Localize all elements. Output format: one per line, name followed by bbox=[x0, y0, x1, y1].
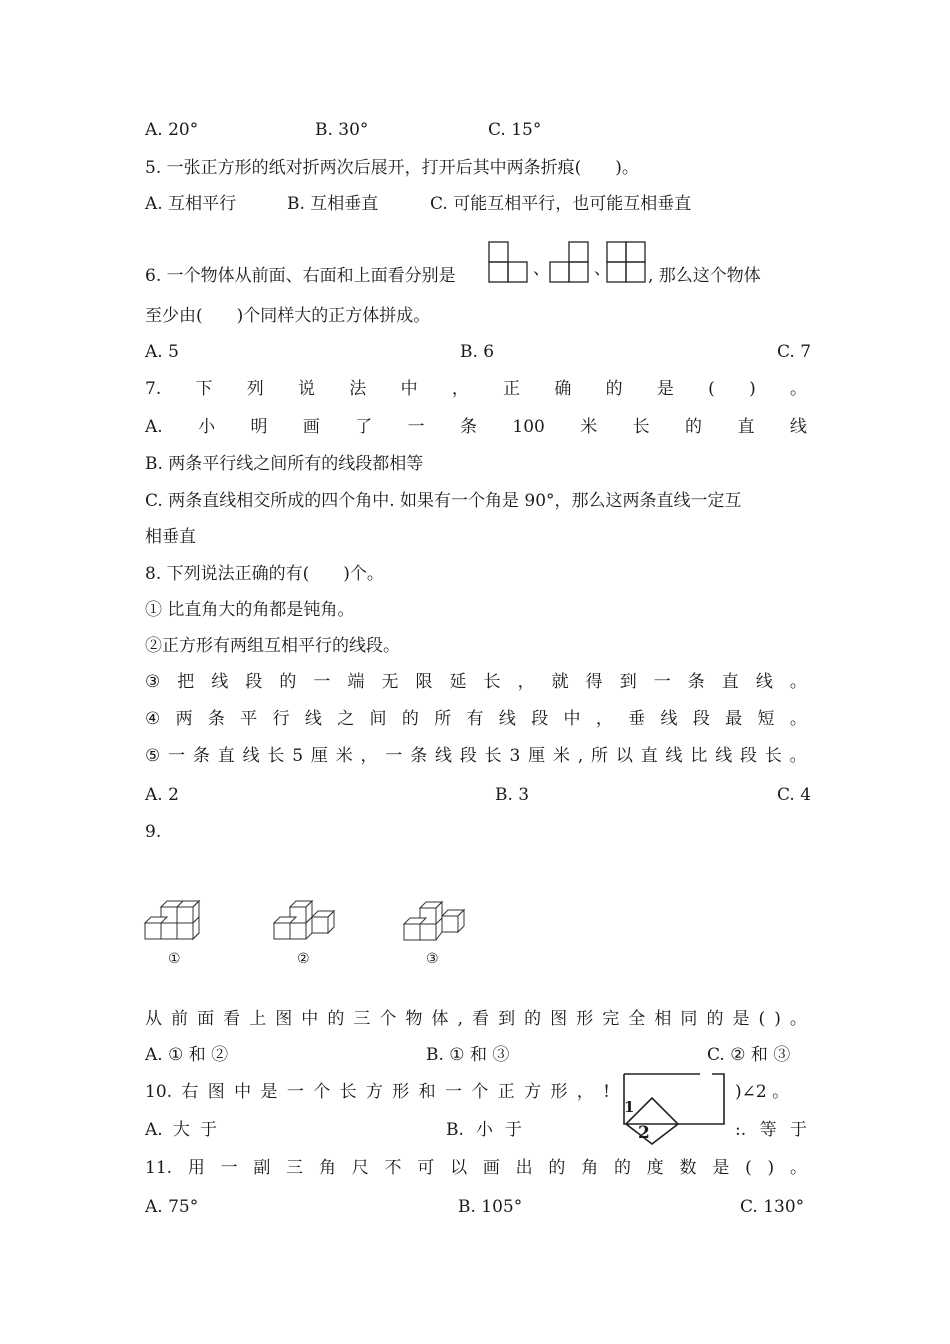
text-char: 的 bbox=[524, 1009, 542, 1029]
text-char: 短 bbox=[757, 709, 775, 729]
text-char: 到 bbox=[619, 672, 637, 692]
q9-option-a: A. ① 和 ② bbox=[145, 1045, 229, 1065]
text-char: 端 bbox=[347, 672, 365, 692]
q8-statement-2: ②正方形有两组互相平行的线段。 bbox=[145, 636, 400, 656]
text-char: 相 bbox=[654, 1009, 672, 1029]
text-char: :. bbox=[735, 1120, 747, 1140]
q7-option-a bbox=[145, 416, 807, 438]
text-char: ( bbox=[708, 379, 715, 399]
text-char: 用 bbox=[187, 1158, 205, 1178]
text-char: 。 bbox=[789, 379, 807, 399]
text-char: 完 bbox=[602, 1009, 620, 1029]
q9-option-c: C. ② 和 ③ bbox=[707, 1045, 791, 1065]
text-char: ， bbox=[517, 672, 535, 692]
text-char: 的 bbox=[605, 379, 623, 399]
text-char: 段 bbox=[740, 746, 758, 766]
q9-stem bbox=[145, 1008, 807, 1030]
q7-option-c-line1: C. 两条直线相交所成的四个角中. 如果有一个角是 90°，那么这两条直线一定互 bbox=[145, 491, 742, 511]
text-char: 平 bbox=[240, 709, 258, 729]
text-char: 长 bbox=[632, 417, 650, 437]
text-char: 段 bbox=[531, 709, 549, 729]
q6-separator-1: 、 bbox=[533, 259, 550, 279]
q10-option-b bbox=[446, 1119, 522, 1141]
text-char: 形 bbox=[392, 1082, 410, 1102]
text-char: 直 bbox=[737, 417, 755, 437]
text-char: 直 bbox=[721, 672, 739, 692]
q8-stem: 8. 下列说法正确的有( )个。 bbox=[145, 564, 384, 584]
text-char: 以 bbox=[615, 746, 633, 766]
q10-rectangle-square-figure bbox=[620, 1070, 728, 1146]
text-char: 线 bbox=[789, 417, 807, 437]
text-char: 条 bbox=[410, 746, 428, 766]
q10-angle-1-label: 1 bbox=[624, 1098, 635, 1116]
q9-figure-1-label: ① bbox=[168, 951, 181, 967]
text-char: 方 bbox=[365, 1082, 383, 1102]
q9-figure-3 bbox=[402, 900, 472, 946]
text-char: 7. bbox=[145, 379, 162, 399]
text-char: 条 bbox=[192, 746, 210, 766]
text-char: 图 bbox=[275, 1009, 293, 1029]
text-char: 米 bbox=[552, 746, 570, 766]
q8-statement-1: ① 比直角大的角都是钝角。 bbox=[145, 600, 355, 620]
text-char: 个 bbox=[313, 1082, 331, 1102]
text-char: B. bbox=[446, 1120, 464, 1140]
q11-stem bbox=[145, 1157, 807, 1179]
text-char: 同 bbox=[680, 1009, 698, 1029]
text-char: 中 bbox=[234, 1082, 252, 1102]
text-char: 面 bbox=[197, 1009, 215, 1029]
text-char: 于 bbox=[789, 1120, 807, 1140]
q11-option-b: B. 105° bbox=[458, 1197, 523, 1217]
text-char: 是 bbox=[732, 1009, 750, 1029]
text-char: ， bbox=[360, 746, 378, 766]
text-char: A. bbox=[145, 1120, 163, 1140]
text-char: 体 bbox=[431, 1009, 449, 1029]
text-char: 一 bbox=[653, 672, 671, 692]
q10-option-c bbox=[735, 1119, 807, 1141]
text-char: 长 bbox=[267, 746, 285, 766]
text-char: 了 bbox=[355, 417, 373, 437]
text-char: 延 bbox=[449, 672, 467, 692]
text-char: 10. bbox=[145, 1082, 173, 1102]
text-char: 段 bbox=[692, 709, 710, 729]
text-char: 无 bbox=[381, 672, 399, 692]
text-char: 的 bbox=[685, 417, 703, 437]
text-char: 出 bbox=[515, 1158, 533, 1178]
text-char: 线 bbox=[755, 672, 773, 692]
q6-option-b: B. 6 bbox=[460, 342, 495, 362]
text-char: 一 bbox=[313, 672, 331, 692]
q6-stem-before: 6. 一个物体从前面、右面和上面看分别是 bbox=[145, 266, 456, 286]
q6-top-view-figure bbox=[605, 240, 649, 284]
text-char: 明 bbox=[250, 417, 268, 437]
text-char: 一 bbox=[168, 746, 186, 766]
text-char: 不 bbox=[384, 1158, 402, 1178]
text-char: 最 bbox=[725, 709, 743, 729]
text-char: 法 bbox=[349, 379, 367, 399]
text-char: 一 bbox=[385, 746, 403, 766]
text-char: ③ bbox=[145, 672, 161, 692]
text-char: 看 bbox=[223, 1009, 241, 1029]
text-char: ( bbox=[758, 1009, 766, 1029]
text-char: 线 bbox=[211, 672, 229, 692]
q6-front-view-figure bbox=[488, 240, 530, 284]
text-char: 中 bbox=[301, 1009, 319, 1029]
text-char: 是 bbox=[712, 1158, 730, 1178]
q10-stem bbox=[145, 1081, 610, 1103]
q4-option-c: C. 15° bbox=[488, 120, 542, 140]
text-char: ! bbox=[603, 1082, 610, 1102]
text-char: 正 bbox=[503, 379, 521, 399]
text-char: 所 bbox=[591, 746, 609, 766]
text-char: 一 bbox=[220, 1158, 238, 1178]
text-char: ， bbox=[451, 379, 469, 399]
q6-option-c: C. 7 bbox=[777, 342, 812, 362]
text-char: 比 bbox=[690, 746, 708, 766]
text-char: 个 bbox=[379, 1009, 397, 1029]
q10-option-a bbox=[145, 1119, 217, 1141]
text-char: 11. bbox=[145, 1158, 173, 1178]
text-char: 的 bbox=[613, 1158, 631, 1178]
q10-stem-end: )∠2 。 bbox=[735, 1082, 790, 1102]
text-char: , bbox=[577, 746, 584, 766]
text-char: 直 bbox=[217, 746, 235, 766]
q8-option-a: A. 2 bbox=[145, 785, 179, 805]
text-char: ) bbox=[774, 1009, 781, 1029]
q4-option-b: B. 30° bbox=[315, 120, 369, 140]
text-char: 的 bbox=[279, 672, 297, 692]
text-char: A. bbox=[145, 417, 163, 437]
q7-option-c-line2: 相垂直 bbox=[145, 527, 196, 547]
q6-option-a: A. 5 bbox=[145, 342, 179, 362]
text-char: 小 bbox=[198, 417, 216, 437]
text-char: 于 bbox=[505, 1120, 522, 1140]
text-char: 到 bbox=[498, 1009, 516, 1029]
text-char: 形 bbox=[576, 1009, 594, 1029]
text-char: 小 bbox=[475, 1120, 493, 1140]
text-char: 一 bbox=[407, 417, 425, 437]
text-char: 段 bbox=[459, 746, 477, 766]
text-char: 。 bbox=[789, 1158, 807, 1178]
text-char: 就 bbox=[551, 672, 569, 692]
q9-figure-2-label: ② bbox=[297, 951, 310, 967]
text-char: 上 bbox=[249, 1009, 267, 1029]
text-char: 线 bbox=[435, 746, 453, 766]
q11-option-a: A. 75° bbox=[145, 1197, 199, 1217]
text-char: 度 bbox=[646, 1158, 664, 1178]
text-char: 大 bbox=[172, 1120, 190, 1140]
q11-option-c: C. 130° bbox=[740, 1197, 805, 1217]
text-char: 3 bbox=[509, 746, 521, 766]
text-char: 把 bbox=[177, 672, 195, 692]
text-char: ) bbox=[767, 1158, 775, 1178]
text-char: 全 bbox=[628, 1009, 646, 1029]
q5-option-b: B. 互相垂直 bbox=[287, 194, 379, 214]
text-char: 米 bbox=[580, 417, 598, 437]
text-char: ) bbox=[749, 379, 756, 399]
text-char: 中 bbox=[400, 379, 418, 399]
text-char: 行 bbox=[272, 709, 290, 729]
text-char: 。 bbox=[789, 746, 807, 766]
text-char: ⑤ bbox=[145, 746, 161, 766]
text-char: 和 bbox=[418, 1082, 436, 1102]
text-char: 长 bbox=[764, 746, 782, 766]
text-char: 线 bbox=[665, 746, 683, 766]
text-char: 所 bbox=[434, 709, 452, 729]
text-char: 列 bbox=[246, 379, 264, 399]
q6-separator-2: 、 bbox=[594, 259, 611, 279]
text-char: ， bbox=[595, 709, 613, 729]
text-char: 条 bbox=[460, 417, 478, 437]
text-char: 图 bbox=[550, 1009, 568, 1029]
text-char: 线 bbox=[498, 709, 516, 729]
text-char: 是 bbox=[260, 1082, 278, 1102]
text-char: 的 bbox=[327, 1009, 345, 1029]
text-char: 两 bbox=[175, 709, 193, 729]
q9-figure-1 bbox=[143, 893, 215, 943]
text-char: 的 bbox=[706, 1009, 724, 1029]
text-char: 限 bbox=[415, 672, 433, 692]
text-char: 。 bbox=[789, 709, 807, 729]
text-char: 三 bbox=[286, 1158, 304, 1178]
text-char: , bbox=[457, 1009, 463, 1029]
text-char: 从 bbox=[145, 1009, 162, 1029]
text-char: 以 bbox=[450, 1158, 468, 1178]
text-char: 一 bbox=[286, 1082, 304, 1102]
q5-stem: 5. 一张正方形的纸对折两次后展开，打开后其中两条折痕( )。 bbox=[145, 158, 639, 178]
text-char: 三 bbox=[353, 1009, 371, 1029]
text-char: 角 bbox=[318, 1158, 336, 1178]
text-char: 米 bbox=[335, 746, 353, 766]
text-char: 正 bbox=[497, 1082, 515, 1102]
text-char: 等 bbox=[759, 1120, 777, 1140]
text-char: 一 bbox=[445, 1082, 462, 1102]
text-char: 确 bbox=[554, 379, 572, 399]
q7-option-b: B. 两条平行线之间所有的线段都相等 bbox=[145, 454, 424, 474]
q9-option-b: B. ① 和 ③ bbox=[426, 1045, 510, 1065]
text-char: 副 bbox=[253, 1158, 271, 1178]
text-char: 之 bbox=[337, 709, 355, 729]
text-char: 于 bbox=[200, 1120, 217, 1140]
text-char: 5 bbox=[292, 746, 304, 766]
text-char: 方 bbox=[524, 1082, 542, 1102]
text-char: 条 bbox=[207, 709, 225, 729]
q8-option-b: B. 3 bbox=[495, 785, 530, 805]
q7-stem bbox=[145, 378, 807, 400]
text-char: 100 bbox=[512, 417, 545, 437]
text-char: 下 bbox=[195, 379, 213, 399]
text-char: 形 bbox=[550, 1082, 568, 1102]
text-char: ( bbox=[745, 1158, 752, 1178]
text-char: 垂 bbox=[628, 709, 646, 729]
text-char: 厘 bbox=[528, 746, 546, 766]
text-char: 前 bbox=[171, 1009, 189, 1029]
q6-right-view-figure bbox=[548, 240, 592, 284]
text-char: 看 bbox=[472, 1009, 490, 1029]
text-char: 可 bbox=[417, 1158, 435, 1178]
text-char: 画 bbox=[482, 1158, 500, 1178]
text-char: 线 bbox=[660, 709, 678, 729]
text-char: 得 bbox=[585, 672, 603, 692]
text-char: 物 bbox=[405, 1009, 423, 1029]
text-char: 间 bbox=[369, 709, 387, 729]
text-char: 角 bbox=[581, 1158, 599, 1178]
text-char: 的 bbox=[401, 709, 419, 729]
text-char: 段 bbox=[245, 672, 263, 692]
text-char: 长 bbox=[483, 672, 501, 692]
q9-figure-3-label: ③ bbox=[426, 951, 439, 967]
text-char: 长 bbox=[339, 1082, 357, 1102]
text-char: 画 bbox=[302, 417, 320, 437]
text-char: 数 bbox=[679, 1158, 697, 1178]
text-char: 。 bbox=[789, 672, 807, 692]
text-char: 线 bbox=[242, 746, 260, 766]
text-char: 图 bbox=[207, 1082, 225, 1102]
q5-option-a: A. 互相平行 bbox=[145, 194, 237, 214]
q10-angle-2-label: 2 bbox=[638, 1123, 650, 1143]
q9-number: 9. bbox=[145, 822, 162, 842]
text-char: 线 bbox=[304, 709, 322, 729]
text-char: ， bbox=[576, 1082, 594, 1102]
text-char: 尺 bbox=[351, 1158, 369, 1178]
text-char: 直 bbox=[640, 746, 658, 766]
text-char: 的 bbox=[548, 1158, 566, 1178]
text-char: 中 bbox=[563, 709, 581, 729]
q6-stem-after: , 那么这个物体 bbox=[648, 266, 761, 286]
q9-figure-2 bbox=[272, 893, 342, 943]
text-char: 线 bbox=[715, 746, 733, 766]
text-char: ④ bbox=[145, 709, 161, 729]
q4-option-a: A. 20° bbox=[145, 120, 199, 140]
q8-statement-4 bbox=[145, 708, 807, 730]
q8-statement-3 bbox=[145, 671, 807, 693]
text-char: 条 bbox=[687, 672, 705, 692]
text-char: 个 bbox=[471, 1082, 489, 1102]
text-char: 说 bbox=[298, 379, 316, 399]
text-char: 厘 bbox=[310, 746, 328, 766]
text-char: 长 bbox=[484, 746, 502, 766]
text-char: 右 bbox=[181, 1082, 199, 1102]
q8-statement-5 bbox=[145, 745, 807, 767]
q6-stem-line2: 至少由( )个同样大的正方体拼成。 bbox=[145, 306, 431, 326]
text-char: 是 bbox=[656, 379, 674, 399]
text-char: 。 bbox=[789, 1009, 807, 1029]
q8-option-c: C. 4 bbox=[777, 785, 812, 805]
q5-option-c: C. 可能互相平行，也可能互相垂直 bbox=[430, 194, 692, 214]
text-char: 有 bbox=[466, 709, 484, 729]
